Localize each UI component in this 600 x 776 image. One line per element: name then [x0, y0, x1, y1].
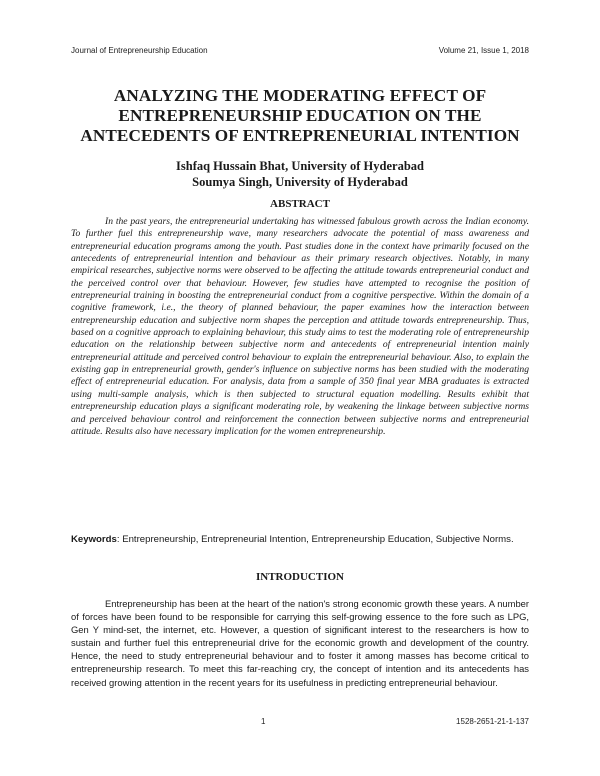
title-line: ANTECEDENTS OF ENTREPRENEURIAL INTENTION [80, 126, 520, 145]
keywords-text: : Entrepreneurship, Entrepreneurial Intention, Entrepreneurship Education, Subjective Norms. [116, 534, 514, 545]
document-id: 1528-2651-21-1-137 [456, 717, 529, 726]
author: Soumya Singh, University of Hyderabad [192, 175, 408, 189]
volume-issue: Volume 21, Issue 1, 2018 [438, 46, 529, 55]
author-list [60, 158, 540, 190]
title-line: ENTREPRENEURSHIP EDUCATION ON THE [118, 106, 482, 125]
abstract-heading: ABSTRACT [270, 198, 330, 210]
author: Ishfaq Hussain Bhat, University of Hyderabad [176, 159, 424, 173]
abstract-text: In the past years, the entrepreneurial undertaking has witnessed fabulous growth across the Indian economy. To further fuel this entrepreneurship wave, many researchers advocate the potential of mass awareness and entrepreneurial education programs among the youth. Past studies done in the context have primarily focused on the antecedents of entrepreneurial intention and behaviour as their primary research objectives. Notably, in many empirical researches, subjective norms were observed to be affecting the attitude towards entrepreneurial conduct and the perceived control over that behaviour. However, few studies have attempted to recognise the position of entrepreneurial training in boosting the entrepreneurial conduct from a cognitive perspective. Within the domain of a cognitive framework, i.e., the theory of planned behaviour, the paper examines how the interaction between entrepreneurship education and subjective norm shapes the perception and attitude towards entrepreneurship. Thus, based on a cognitive approach to explaining behaviour, this study aims to test the moderating role of entrepreneurship education on the relationship between subjective norm and antecedents of entrepreneurial intention mainly entrepreneurial attitude and perceived control behaviour to explain the entrepreneurial behaviour. Also, to explain the existing gap in entrepreneurial growth, gender's influence on subjective norms has been studied with the moderating effect of entrepreneurial education. For analysis, data from a sample of 350 final year MBA graduates is extracted using multi-sample analysis, which is then subjected to structural equation modelling. Results exhibit that entrepreneurship education plays a significant moderating role, by weakening the linkage between subjective norms and perceived behaviour control and reinforcement the connection between subjective norms and entrepreneurial attitude. Results also have necessary implication for the women entrepreneurship. [71, 216, 529, 437]
keywords [71, 533, 529, 546]
title-line: ANALYZING THE MODERATING EFFECT OF [113, 86, 487, 105]
paper-title [60, 86, 540, 146]
keywords-label: Keywords [71, 534, 117, 545]
page-number: 1 [261, 717, 266, 726]
running-header [71, 46, 529, 55]
journal-name: Journal of Entrepreneurship Education [71, 46, 208, 55]
introduction-text: Entrepreneurship has been at the heart of the nation's strong economic growth these years. A number of forces have been found to be responsible for carrying this self-growing essence to the fore such as LPG, Gen Y mind-set, the internet, etc. However, a question of significant interest to the researchers is how to sustain and further fuel this entrepreneurial drive for the economic growth and development of the country. Hence, the need to study entrepreneurial behaviour and to foster it among masses has become critical to entrepreneurship research. To meet this far-reaching cry, the concept of intention and its antecedents has received growing attention in the recent years for its usefulness in predicting entrepreneurial behaviour. [71, 598, 529, 688]
introduction-heading: INTRODUCTION [255, 571, 344, 583]
